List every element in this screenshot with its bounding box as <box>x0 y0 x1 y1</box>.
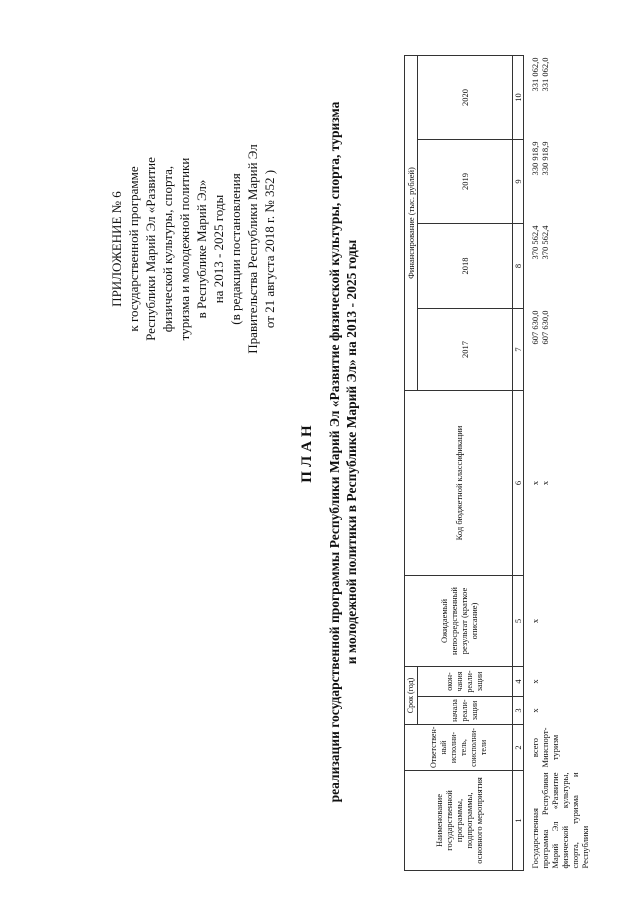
subtitle-line-1: реализации государственной программы Республики Марий Эл «Развитие физической культуры, спорта, туризма <box>327 101 342 803</box>
column-number: 8 <box>513 223 524 308</box>
row-fin-2018 <box>524 223 592 308</box>
column-number: 9 <box>513 139 524 223</box>
row-start: x <box>530 708 540 713</box>
appendix-line: в Республике Марий Эл» <box>194 179 209 319</box>
table-row <box>524 55 592 870</box>
column-number: 2 <box>513 725 524 771</box>
header-year-2018: 2018 <box>418 223 513 308</box>
fin-value: 370 562,4 <box>530 225 540 260</box>
fin-value: 370 562,4 <box>540 225 550 260</box>
appendix-line: физической культуры, спорта, <box>160 165 175 333</box>
column-number: 3 <box>513 697 524 725</box>
row-end: x <box>530 679 540 684</box>
row-code-value: x <box>530 480 540 486</box>
header-code: Код бюджетной классификации <box>405 390 513 575</box>
fin-value: 331 062,0 <box>540 57 550 92</box>
plan-subtitle <box>326 0 360 904</box>
row-executor-ministry: Минспорт-туризм <box>540 727 560 768</box>
fin-value: 607 630,0 <box>540 310 550 345</box>
header-term: Срок (год) <box>405 666 418 724</box>
plan-table <box>404 55 591 871</box>
appendix-line: туризма и молодежной политики <box>177 157 192 341</box>
subtitle-line-2: и молодежной политики в Республике Марий Эл» на 2013 - 2025 годы <box>344 239 359 665</box>
header-year-2020: 2020 <box>418 55 513 139</box>
row-fin-2020 <box>524 55 592 139</box>
row-executor-total: всего <box>530 737 540 758</box>
appendix-line: на 2013 - 2025 годы <box>211 194 226 304</box>
fin-value: 330 918,9 <box>540 141 550 176</box>
appendix-line: ПРИЛОЖЕНИЕ № 6 <box>109 191 124 307</box>
column-number: 5 <box>513 575 524 666</box>
header-year-2017: 2017 <box>418 308 513 390</box>
header-result: Ожидаемый непосредственный результат (краткое описание) <box>405 575 513 666</box>
column-number: 6 <box>513 390 524 575</box>
appendix-line: от 21 августа 2018 г. № 352 ) <box>262 169 277 329</box>
appendix-line: Республики Марий Эл «Развитие <box>143 157 158 341</box>
header-financing: Финансирование (тыс. рублей) <box>405 55 418 390</box>
fin-value: 330 918,9 <box>530 141 540 176</box>
header-executor: Ответствен-ный исполни-тель, соисполни-тели <box>405 725 513 771</box>
row-code <box>524 390 592 575</box>
appendix-line: к государственной программе <box>126 166 141 332</box>
column-number: 4 <box>513 666 524 696</box>
header-start: начала реали-зации <box>418 697 513 725</box>
column-number: 7 <box>513 308 524 390</box>
appendix-line: (в редакции постановления <box>228 173 243 325</box>
row-fin-2017 <box>524 308 592 390</box>
row-executor <box>524 725 592 771</box>
appendix-line: Правительства Республики Марий Эл <box>245 144 260 354</box>
plan-title: ПЛАН <box>299 421 315 483</box>
column-number: 1 <box>513 771 524 871</box>
column-number-row <box>513 55 524 870</box>
fin-value: 607 630,0 <box>530 310 540 345</box>
header-row-1 <box>405 55 418 870</box>
header-name: Наименование государственной программы, подпрограммы, основного мероприятия <box>405 771 513 871</box>
header-year-2019: 2019 <box>418 139 513 223</box>
row-fin-2019 <box>524 139 592 223</box>
fin-value: 331 062,0 <box>530 57 540 92</box>
row-name: Государственная программа Республики Марий Эл «Развитие физической культуры, спорта, туризма и Республики <box>530 772 590 869</box>
row-result: x <box>530 618 540 624</box>
row-code-value: x <box>540 480 550 486</box>
appendix-block <box>108 139 278 359</box>
column-number: 10 <box>513 55 524 139</box>
header-end: окон-чания реали-зации <box>418 666 513 696</box>
